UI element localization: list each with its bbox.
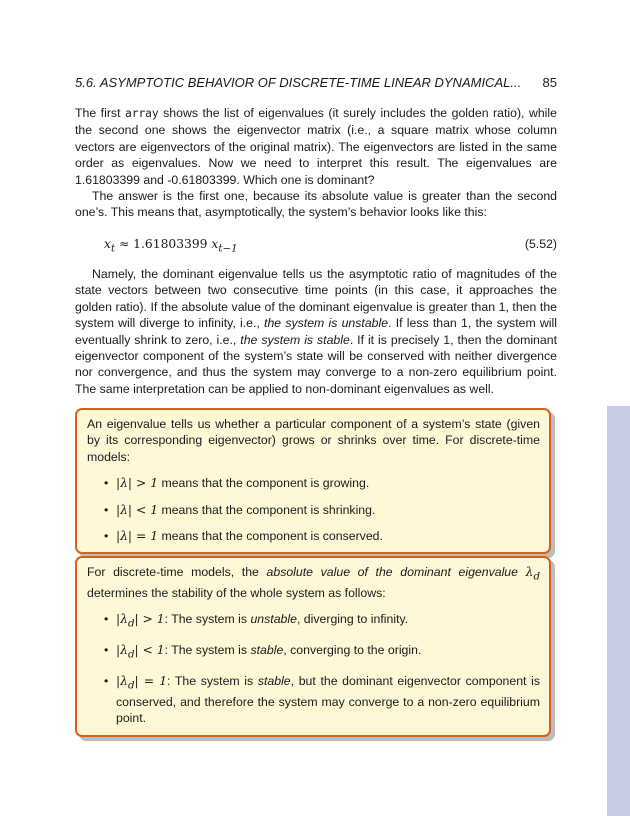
text-em: unstable: [250, 612, 297, 627]
bullet-icon: •: [104, 502, 109, 517]
list-item: [87, 502, 540, 518]
p3-part2: . If less than 1, the system will eventually shrink to zero, i.e.,: [75, 316, 557, 347]
eq-lhs-sub: t: [110, 242, 116, 255]
list-item: [87, 528, 540, 544]
eigenvalue-summary-box: [75, 408, 551, 554]
page-edge-tab: [607, 406, 630, 816]
p3-stable: the system is stable: [240, 332, 350, 347]
list-item: [87, 673, 540, 727]
text-post: , converging to the origin.: [283, 643, 422, 658]
math-post: | = 1: [134, 673, 168, 688]
list-item: [87, 475, 540, 491]
text-post: , diverging to infinity.: [296, 612, 409, 627]
bullet-icon: •: [104, 476, 109, 491]
item-math: |λ| = 1: [116, 529, 159, 544]
text-post: , but the dominant eigenvector component is conserved, and therefore the system may converge to a non-zero equilibrium point.: [116, 673, 540, 726]
p3-unstable: the system is unstable: [264, 316, 389, 331]
list-item: [87, 642, 540, 663]
eq-rhs-sub: t−1: [218, 242, 238, 255]
text-em: stable: [257, 673, 291, 688]
math-post: | > 1: [134, 612, 165, 627]
bullet-icon: •: [104, 673, 109, 688]
box2-intro-post: determines the stability of the whole system as follows:: [87, 585, 386, 600]
lambda-sub: d: [533, 570, 540, 583]
lambda: λ: [525, 565, 534, 579]
body-text-bottom: [75, 266, 557, 397]
body-text-top: [75, 105, 557, 221]
item-text: means that the component is shrinking.: [158, 502, 376, 517]
page-number: 85: [542, 75, 557, 90]
item-math: [116, 612, 165, 630]
box1-list: [87, 475, 540, 544]
box2-intro-math: [525, 565, 540, 583]
math-pre: |λ: [116, 612, 128, 627]
eq-lhs: x: [104, 237, 111, 251]
equation-body: [104, 237, 238, 255]
p1-post: shows the list of eigenvalues (it surely includes the golden ratio), while the second one shows the eigenvector matrix (i.e., a square matrix whose column vectors are eigenvectors of the original matrix). The eigenvectors are listed in the same order as eigenvalues. Now we need to interpret this result. The eigenvalues are 1.61803399 and -0.61803399. Which one is dominant?: [75, 106, 557, 187]
math-sub: d: [127, 679, 135, 692]
math-sub: d: [127, 648, 135, 661]
paragraph-interpretation: [75, 266, 557, 397]
box2-list: [87, 611, 540, 726]
p1-pre: The first: [75, 106, 125, 120]
math-pre: |λ: [116, 673, 128, 688]
p3-part3: . If it is precisely 1, then the dominant eigenvector component of the system’s state will be conserved with neither divergence nor convergence, and thus the system may converge to a non-zero equilibrium point. The same interpretation can be applied to non-dominant eigenvalues as well.: [75, 332, 557, 396]
bullet-icon: •: [104, 529, 109, 544]
text-pre: : The system is: [167, 673, 258, 688]
item-math: [116, 673, 168, 692]
math-post: | < 1: [134, 643, 165, 658]
paragraph-eigenvalue-list: [75, 105, 557, 188]
p3-part1: Namely, the dominant eigenvalue tells us the asymptotic ratio of magnitudes of the state vectors between two consecutive time points (in this case, it approaches the golden ratio). If the absolute value of the dominant eigenvalue is greater than 1, then the system will diverge to infinity, i.e.,: [75, 267, 557, 331]
item-text: means that the component is conserved.: [158, 529, 383, 544]
eq-rhs: x: [211, 237, 219, 251]
text-pre: : The system is: [164, 643, 251, 658]
equation-5-52: [104, 237, 557, 254]
item-math: [116, 643, 165, 661]
box2-intro: [87, 564, 540, 601]
equation-number: (5.52): [524, 237, 557, 251]
text-em: stable: [250, 643, 284, 658]
list-item: [87, 611, 540, 632]
stability-summary-box: [75, 556, 551, 737]
eq-relation: ≈ 1.61803399: [115, 237, 212, 251]
section-title: 5.6. ASYMPTOTIC BEHAVIOR OF DISCRETE-TIME LINEAR DYNAMICAL...: [75, 75, 522, 90]
paragraph-dominant-answer: The answer is the first one, because its absolute value is greater than the second one’s. This means that, asymptotically, the system’s behavior looks like this:: [75, 189, 557, 220]
running-header: [75, 75, 557, 90]
box2-intro-pre: For discrete-time models, the: [87, 565, 267, 579]
box1-intro: An eigenvalue tells us whether a particular component of a system’s state (given by its corresponding eigenvector) grows or shrinks over time. For discrete-time models:: [87, 417, 540, 464]
item-math: |λ| < 1: [116, 502, 159, 517]
bullet-icon: •: [104, 643, 109, 658]
item-text: means that the component is growing.: [158, 476, 370, 491]
item-math: |λ| > 1: [116, 476, 159, 491]
code-array: array: [124, 107, 159, 120]
box2-intro-em: absolute value of the dominant eigenvalue: [266, 565, 518, 579]
bullet-icon: •: [104, 612, 109, 627]
text-pre: : The system is: [164, 612, 251, 627]
math-pre: |λ: [116, 643, 128, 658]
math-sub: d: [127, 617, 135, 630]
